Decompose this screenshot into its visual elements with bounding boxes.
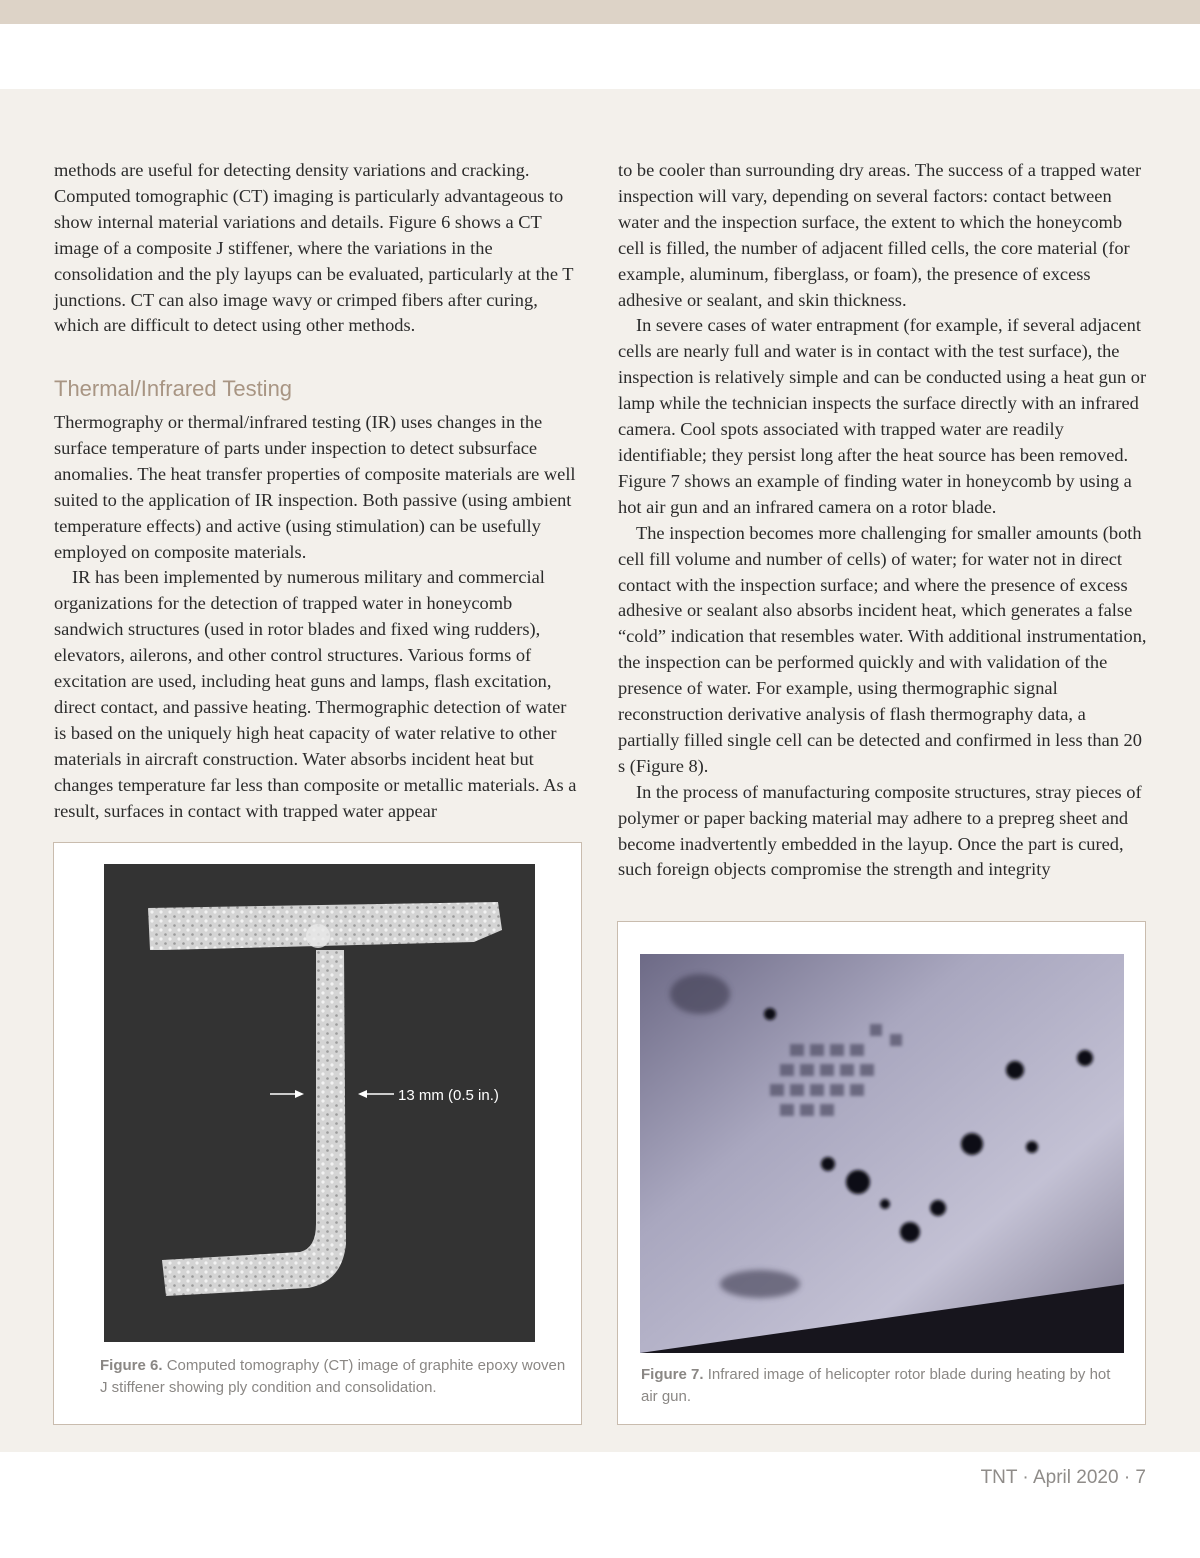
figure-7-box [617, 921, 1146, 1425]
figure-7-infrared-image [640, 954, 1124, 1353]
page-footer: TNT · April 2020 · 7 [980, 1467, 1146, 1488]
figure-7-caption [641, 1364, 1125, 1408]
left-paragraph-3: IR has been implemented by numerous military and commercial organizations for the detection of trapped water in honeycomb sandwich structures (used in rotor blades and fixed wing rudders), elevators, ailerons, and other control structures. Various forms of excitation are used, including heat guns and lamps, flash excitation, direct contact, and passive heating. Thermographic detection of water is based on the uniquely high heat capacity of water relative to other materials in aircraft construction. Water absorbs incident heat but changes temperature far less than composite or metallic materials. As a result, surfaces in contact with trapped water appear [54, 567, 577, 821]
figure-7-caption-label: Figure 7. [641, 1366, 704, 1383]
left-column-intro [54, 158, 578, 339]
figure-6-ct-image [104, 864, 535, 1342]
left-column-body [54, 410, 578, 825]
section-heading-thermal: Thermal/Infrared Testing [54, 376, 293, 401]
figure-6-caption-label: Figure 6. [100, 1357, 163, 1374]
right-paragraph-1: to be cooler than surrounding dry areas. The success of a trapped water inspection will vary, depending on several factors: contact between water and the inspection surface, the extent to which the honeycomb cell is filled, the number of adjacent filled cells, the core material (for example, aluminum, fiberglass, or foam), the presence of excess adhesive or sealant, and skin thickness. [618, 160, 1142, 310]
right-column-body [618, 158, 1148, 883]
left-paragraph-1: methods are useful for detecting density variations and cracking. Computed tomographic (CT) imaging is particularly advantageous to show internal material variations and details. Figure 6 shows a CT image of a composite J stiffener, where the variations in the consolidation and the ply layups can be evaluated, particularly at the T junctions. CT can also image wavy or crimped fibers after curing, which are difficult to detect using other methods. [54, 160, 574, 336]
right-paragraph-4: In the process of manufacturing composite structures, stray pieces of polymer or paper backing material may adhere to a prepreg sheet and become inadvertently embedded in the layup. Once the part is cured, such foreign objects compromise the strength and integrity [618, 781, 1142, 880]
right-paragraph-3: The inspection becomes more challenging for smaller amounts (both cell fill volume and number of cells) of water; for water not in direct contact with the inspection surface; and where the presence of excess adhesive or sealant also absorbs incident heat, which generates a false “cold” indication that resembles water. With additional instrumentation, the inspection can be performed quickly and with validation of the presence of water. For example, using thermographic signal reconstruction derivative analysis of flash thermography data, a partially filled single cell can be detected and confirmed in less than 20 s (Figure 8). [618, 522, 1147, 776]
left-paragraph-2: Thermography or thermal/infrared testing (IR) uses changes in the surface temperature of parts under inspection to detect subsurface anomalies. The heat transfer properties of composite materials are well suited to the application of IR inspection. Both passive (using ambient temperature effects) and active (using stimulation) can be usefully employed on composite materials. [54, 412, 576, 562]
figure-6-caption-text: Computed tomography (CT) image of graphite epoxy woven J stiffener showing ply condition and consolidation. [100, 1357, 566, 1396]
right-paragraph-2: In severe cases of water entrapment (for example, if several adjacent cells are nearly full and water is in contact with the test surface), the inspection is relatively simple and can be conducted using a heat gun or lamp while the technician inspects the surface directly with an infrared camera. Cool spots associated with trapped water are readily identifiable; they persist long after the heat source has been removed. Figure 7 shows an example of finding water in honeycomb by using a hot air gun and an infrared camera on a rotor blade. [618, 315, 1147, 517]
figure-6-caption [100, 1355, 570, 1399]
top-band [0, 0, 1200, 24]
dimension-label: 13 mm (0.5 in.) [398, 1087, 499, 1104]
figure-7-caption-text: Infrared image of helicopter rotor blade during heating by hot air gun. [641, 1366, 1111, 1405]
figure-6-box [53, 842, 582, 1425]
